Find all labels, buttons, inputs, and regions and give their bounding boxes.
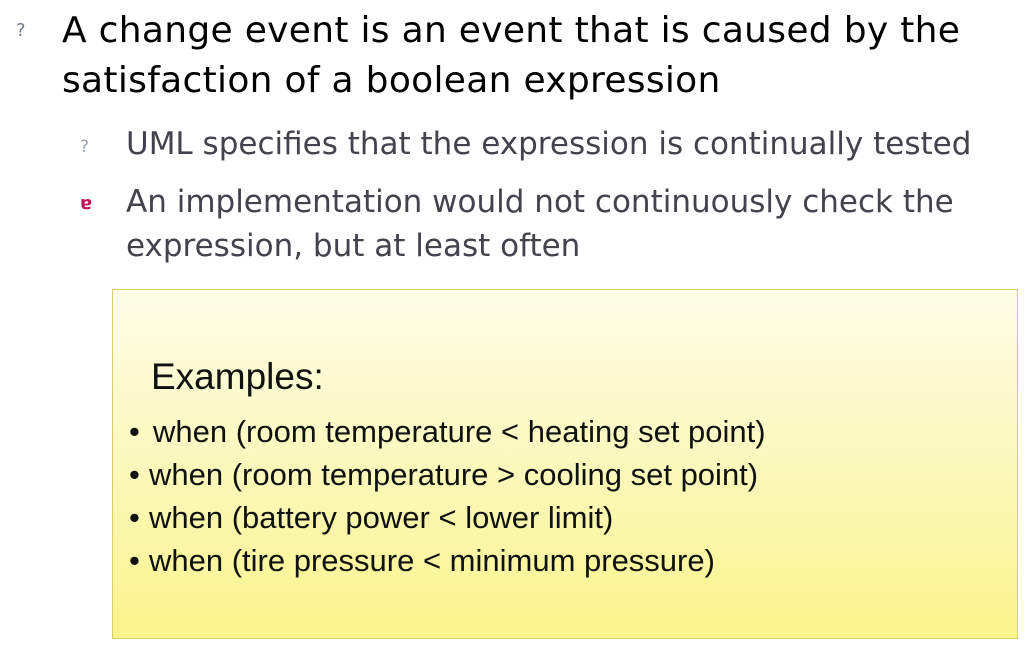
bullet-dot-icon: • (129, 543, 140, 578)
main-bullet-text: A change event is an event that is caused by the satisfaction of a boolean expression (62, 10, 961, 101)
sub-bullet-text: UML specifies that the expression is continually tested (126, 126, 972, 162)
example-text: when (room temperature > cooling set point) (149, 457, 759, 492)
list-item (129, 496, 766, 539)
list-item (129, 539, 766, 582)
sub-bullet-marker-icon: ɐ (80, 193, 93, 214)
example-text: when (battery power < lower limit) (149, 500, 614, 535)
list-item (129, 410, 766, 453)
sub-bullet-marker-icon: ? (80, 137, 90, 157)
examples-list (129, 410, 766, 582)
bullet-marker-icon: ? (16, 20, 26, 41)
example-text: when (room temperature < heating set point) (153, 414, 766, 449)
examples-box (112, 289, 1018, 639)
examples-title: Examples: (151, 356, 324, 397)
bullet-dot-icon: • (129, 457, 140, 492)
example-text: when (tire pressure < minimum pressure) (149, 543, 715, 578)
list-item (129, 453, 766, 496)
sub-bullet-text: An implementation would not continuously check the expression, but at least often (126, 184, 954, 264)
bullet-dot-icon: • (129, 500, 140, 535)
bullet-dot-icon: • (129, 414, 140, 449)
